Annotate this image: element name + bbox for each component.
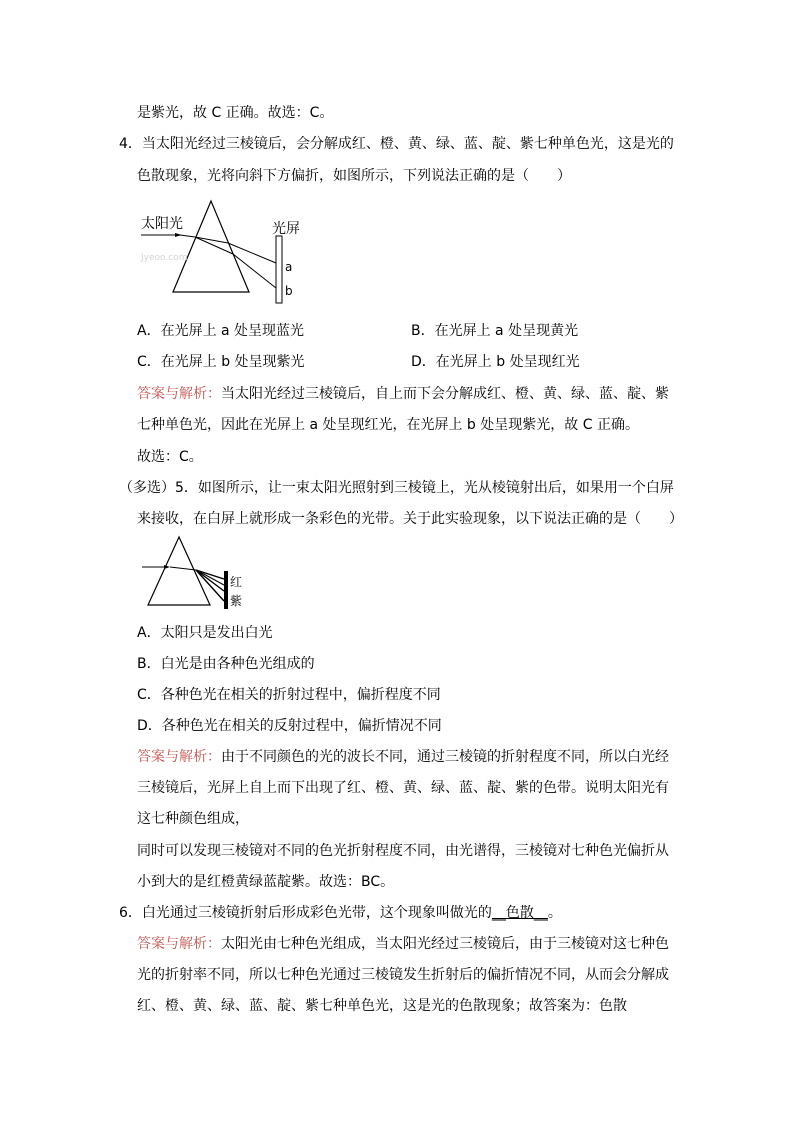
watermark: Jyeoo.com (141, 253, 188, 263)
q4-answer-line2: 七种单色光，因此在光屏上 a 处呈现红光，在光屏上 b 处呈现紫光，故 C 正确。 (137, 417, 639, 433)
q5-option-b: B．白光是由各种色光组成的 (137, 656, 315, 672)
q6-answer-line3: 红、橙、黄、绿、蓝、靛、紫七种单色光，这是光的色散现象；故答案为：色散 (137, 998, 627, 1014)
q4-prism-figure (135, 196, 315, 308)
answer-label: 答案与解析： (137, 936, 221, 952)
q5-answer-text1: 由于不同颜色的光的波长不同，通过三棱镜的折射程度不同，所以白光经 (221, 749, 669, 765)
middle-ray (196, 570, 224, 591)
q5-answer-line1 (137, 747, 669, 767)
q4-stem-line1: 4．当太阳光经过三棱镜后，会分解成红、橙、黄、绿、蓝、靛、紫七种单色光，这是光的 (119, 136, 674, 152)
q5-option-d: D．各种色光在相关的反射过程中，偏折情况不同 (137, 718, 442, 734)
q6-stem-prefix: 6．白光通过三棱镜折射后形成彩色光带，这个现象叫做光的 (119, 905, 492, 921)
q5-option-a: A．太阳只是发出白光 (137, 625, 273, 641)
q6-answer-blank: __色散__ (491, 905, 548, 921)
q5-answer-line2: 三棱镜后，光屏上自上而下出现了红、橙、黄、绿、蓝、靛、紫的色带。说明太阳光有 (137, 780, 669, 796)
q6-answer-text1: 太阳光由七种色光组成，当太阳光经过三棱镜后，由于三棱镜对这七种色 (221, 936, 669, 952)
point-b-label: b (285, 284, 293, 298)
q4-answer-line3: 故选：C。 (137, 449, 203, 465)
q6-answer-line1 (137, 934, 669, 954)
sunlight-label: 太阳光 (141, 216, 183, 232)
q3-answer-tail: 是紫光，故 C 正确。故选：C。 (137, 105, 334, 121)
q5-stem-line1: （多选）5．如图所示，让一束太阳光照射到三棱镜上，光从棱镜射出后，如果用一个白屏 (119, 480, 674, 496)
inside-ray-top (195, 237, 228, 243)
refracted-ray (180, 235, 195, 237)
inside-ray (170, 567, 196, 570)
q6-stem-suffix: 。 (547, 905, 562, 921)
point-a-label: a (285, 260, 293, 274)
emergent-ray-b (233, 254, 276, 288)
q4-stem-line2: 色散现象，光将向斜下方偏折，如图所示，下列说法正确的是（ ） (137, 168, 571, 184)
screen-label: 光屏 (272, 221, 300, 237)
answer-label: 答案与解析： (137, 749, 221, 765)
q4-answer-text1: 当太阳光经过三棱镜后，自上而下会分解成红、橙、黄、绿、蓝、靛、紫 (221, 386, 669, 402)
q4-option-d: D．在光屏上 b 处呈现红光 (411, 354, 580, 370)
q5-stem-line2: 来接收，在白屏上就形成一条彩色的光带。关于此实验现象，以下说法正确的是（ ） (137, 511, 683, 527)
q4-option-a: A．在光屏上 a 处呈现蓝光 (137, 323, 305, 339)
q5-answer-line4: 同时可以发现三棱镜对不同的色光折射程度不同，由光谱得，三棱镜对七种色光偏折从 (137, 843, 669, 859)
white-screen (224, 571, 228, 609)
q4-option-b: B．在光屏上 a 处呈现黄光 (411, 323, 579, 339)
red-label: 红 (230, 575, 243, 589)
q4-answer-line1 (137, 384, 669, 404)
q5-prism-figure (138, 535, 248, 611)
q5-answer-line5: 小到大的是红橙黄绿蓝靛紫。故选：BC。 (137, 874, 395, 890)
q5-answer-line3: 这七种颜色组成， (137, 811, 249, 827)
q6-stem (119, 903, 562, 923)
q5-option-c: C．各种色光在相关的折射过程中，偏折程度不同 (137, 687, 441, 703)
light-screen (276, 236, 282, 303)
q6-answer-line2: 光的折射率不同，所以七种色光通过三棱镜发生折射后的偏折情况不同，从而会分解成 (137, 967, 669, 983)
q4-option-c: C．在光屏上 b 处呈现紫光 (137, 354, 305, 370)
violet-label: 紫 (230, 594, 243, 608)
answer-label: 答案与解析： (137, 386, 221, 402)
